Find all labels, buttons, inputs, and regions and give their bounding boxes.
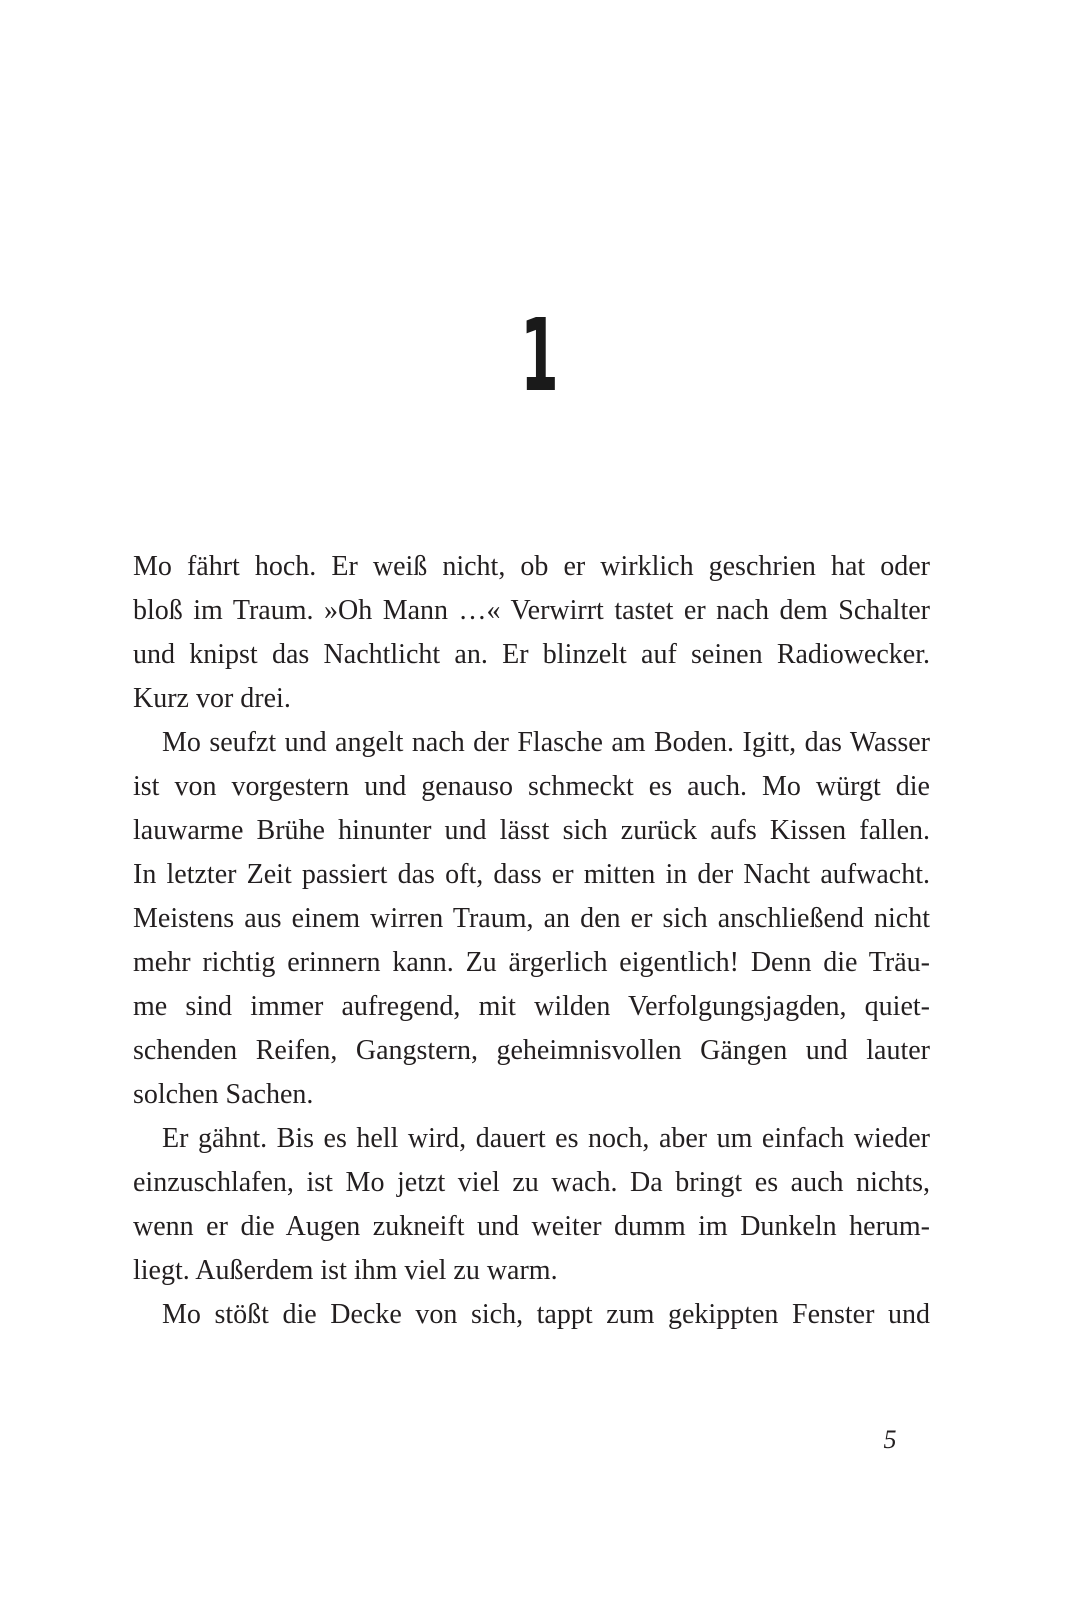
- text-line: einzuschlafen, ist Mo jetzt viel zu wach. Da bringt es auch nichts,: [133, 1167, 930, 1198]
- text-line: Mo fährt hoch. Er weiß nicht, ob er wirklich geschrien hat oder: [133, 551, 930, 582]
- text-line: ist von vorgestern und genauso schmeckt es auch. Mo würgt die: [133, 771, 930, 802]
- text-line: mehr richtig erinnern kann. Zu ärgerlich eigentlich! Denn die Träu-: [133, 947, 930, 978]
- text-line: Kurz vor drei.: [133, 683, 291, 714]
- text-line: Er gähnt. Bis es hell wird, dauert es noch, aber um einfach wieder: [162, 1123, 930, 1154]
- text-line: Mo stößt die Decke von sich, tappt zum gekippten Fenster und: [162, 1299, 930, 1330]
- text-line: In letzter Zeit passiert das oft, dass er mitten in der Nacht aufwacht.: [133, 859, 930, 890]
- text-line: bloß im Traum. »Oh Mann …« Verwirrt tastet er nach dem Schalter: [133, 595, 930, 626]
- text-line: me sind immer aufregend, mit wilden Verfolgungsjagden, quiet-: [133, 991, 930, 1022]
- page-number: 5: [883, 1425, 897, 1454]
- text-line: liegt. Außerdem ist ihm viel zu warm.: [133, 1255, 558, 1286]
- text-line: schenden Reifen, Gangstern, geheimnisvollen Gängen und lauter: [133, 1035, 930, 1066]
- text-line: wenn er die Augen zukneift und weiter dumm im Dunkeln herum-: [133, 1211, 930, 1242]
- text-line: Meistens aus einem wirren Traum, an den er sich anschließend nicht: [133, 903, 930, 934]
- text-line: lauwarme Brühe hinunter und lässt sich zurück aufs Kissen fallen.: [133, 815, 930, 846]
- text-line: solchen Sachen.: [133, 1079, 314, 1110]
- text-line: Mo seufzt und angelt nach der Flasche am Boden. Igitt, das Wasser: [162, 727, 930, 758]
- text-line: und knipst das Nachtlicht an. Er blinzelt auf seinen Radiowecker.: [133, 639, 930, 670]
- body-text: [133, 545, 930, 1337]
- chapter-number: 1: [520, 297, 559, 414]
